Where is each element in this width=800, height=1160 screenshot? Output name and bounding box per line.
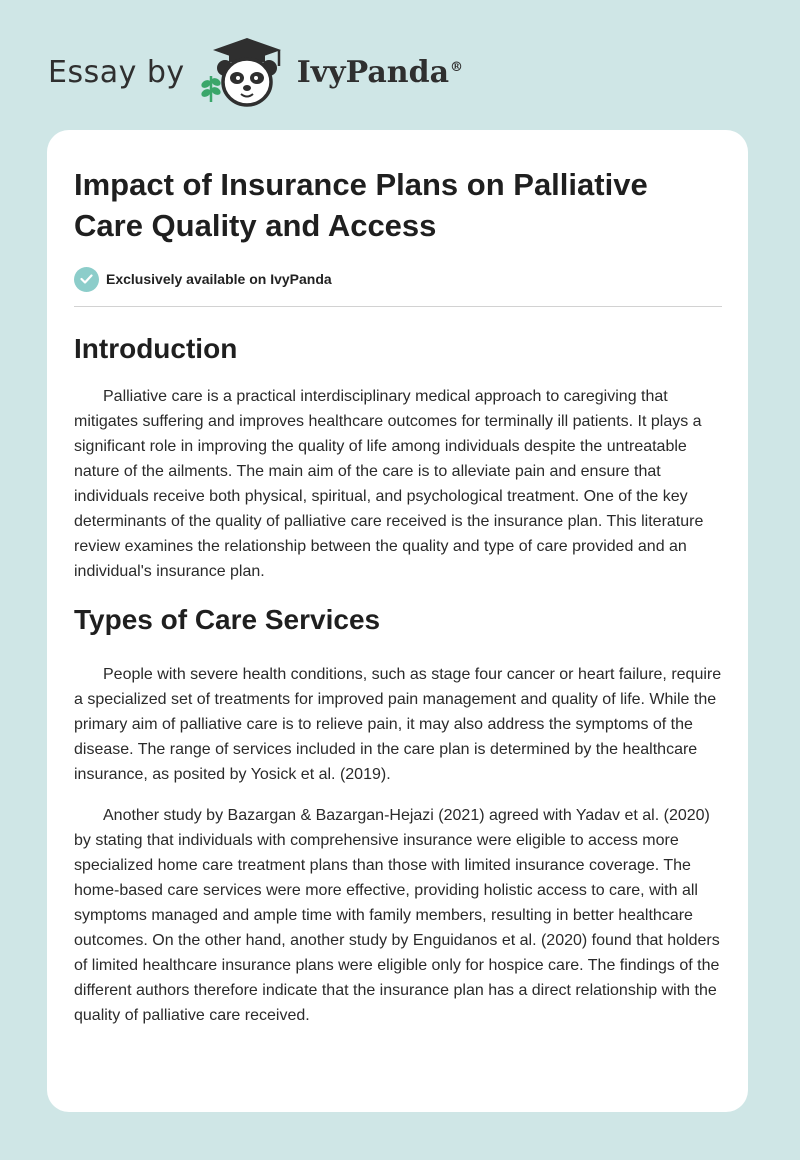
brand-prefix: Essay by <box>48 54 185 90</box>
essay-title: Impact of Insurance Plans on Palliative Care Quality and Access <box>74 167 648 243</box>
paragraph: Another study by Bazargan & Bazargan-Hejazi (2021) agreed with Yadav et al. (2020) by stating that individuals with comprehensive insurance were eligible to access more specialized home care treatment plans than those with limited insurance coverage. The home-based care services were more effective, providing holistic access to care, with all symptoms managed and ample time with family members, resulting in better healthcare outcomes. On the other hand, another study by Enguidanos et al. (2020) found that holders of limited healthcare insurance plans were eligible only for hospice care. The findings of the different authors therefore indicate that the insurance plan has a direct relationship with the quality of palliative care received. <box>74 807 720 1024</box>
essay-card <box>47 130 748 1112</box>
paragraph: Palliative care is a practical interdisciplinary medical approach to caregiving that mitigates suffering and improves healthcare outcomes for terminally ill patients. It plays a significant role in improving the quality of life among individuals despite the untreatable nature of the ailments. The main aim of the care is to alleviate pain and ensure that individuals receive both physical, spiritual, and psychological treatment. One of the key determinants of the quality of palliative care received is the insurance plan. This literature review examines the relationship between the quality and type of care provided and an individual's insurance plan. <box>74 388 704 580</box>
section-heading: Types of Care Services <box>74 604 381 635</box>
section-heading: Introduction <box>74 333 238 364</box>
panda-graduate-icon[interactable] <box>199 36 295 108</box>
paragraph: People with severe health conditions, such as stage four cancer or heart failure, require a specialized set of treatments for improved pain management and quality of life. While the primary aim of palliative care is to relieve pain, it may also address the symptoms of the disease. The range of services included in the care plan is determined by the healthcare insurance, as posited by Yosick et al. (2019). <box>74 666 722 783</box>
exclusive-label: Exclusively available on IvyPanda <box>106 271 332 287</box>
brand-name[interactable] <box>297 55 463 90</box>
brand-name-text: IvyPanda <box>296 54 450 90</box>
site-header <box>48 36 463 108</box>
section-introduction <box>74 332 722 584</box>
section-types-of-care <box>74 603 722 1028</box>
check-circle-icon <box>74 267 99 292</box>
registered-mark: ® <box>450 59 464 75</box>
exclusive-badge <box>74 266 722 292</box>
divider <box>74 306 722 307</box>
